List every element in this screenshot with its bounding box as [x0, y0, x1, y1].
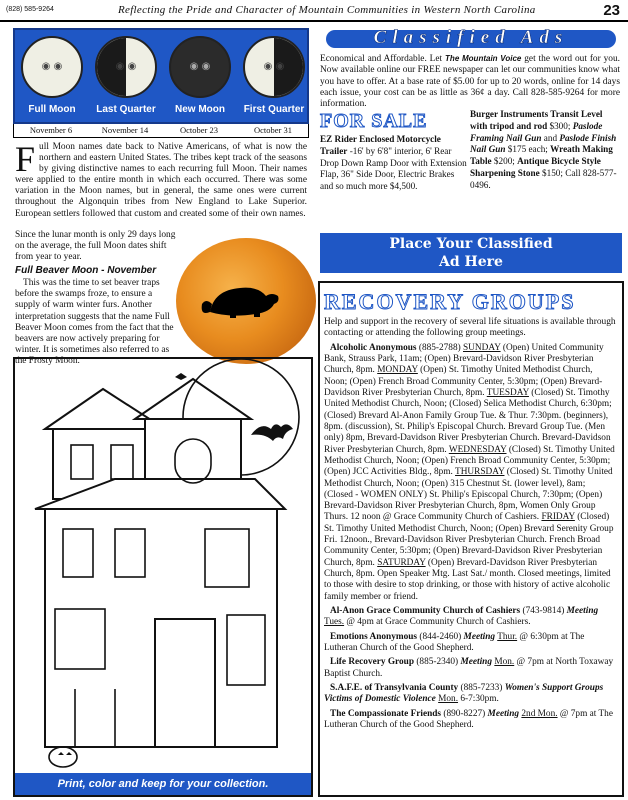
classified-title: Classified Ads [373, 27, 569, 48]
full-moon-article [15, 139, 307, 220]
moon-label: Last Quarter [96, 104, 156, 115]
moon-label: New Moon [175, 104, 225, 115]
for-sale-column-right: Burger Instruments Transit Level with tripod and rod $300; Paslode Framing Nail Gun and Paslode Finish Nail Gun $175 each; Wreath Making Table $200; Antique Bicycle Style Sharpening Stone $150; Call 828-577-0496. [470, 109, 617, 190]
last-quarter-moon-icon: ◉ ◉ [95, 36, 157, 98]
moon-label: First Quarter [243, 104, 305, 115]
group-emotions-anonymous: Emotions Anonymous (844-2460) Meeting Thur. @ 6:30pm at The Lutheran Church of the Good Shepherd. [324, 631, 585, 654]
moon-label: Full Moon [28, 104, 76, 115]
moon-date: October 31 [253, 125, 292, 135]
article-body: ull Moon names date back to Native Americans, of what is now the northern and eastern United States. The tribes kept track of the seasons by giving distinctive names to each recurring full Moon. Their names were applied to the entire month in which each occurred. There was some variation in the Moon names, but in general, the same ones were current throughout the Algonquin tribes from New England to Lake Superior. European settlers followed that custom and created some of their own names. [15, 142, 307, 219]
sale-item-name: Antique Bicycle Style Sharpening Stone [470, 156, 601, 178]
recovery-intro: Help and support in the recovery of several life situations is available through contacting or attending the following group meetings. [324, 317, 616, 339]
for-sale-column-left [320, 110, 468, 193]
moon-phase-panel [13, 28, 309, 124]
first-quarter-moon-icon: ◉ ◉ [243, 36, 305, 98]
coloring-caption: Print, color and keep for your collection. [15, 773, 311, 795]
sale-item-name: EZ Rider Enclosed Motorcycle Trailer [320, 134, 441, 156]
haunted-house-illustration [15, 359, 311, 773]
sale-item-name: Burger Instruments Transit Level with tripod and rod [470, 109, 603, 131]
article-body: This was the time to set beaver traps before the swamps froze, to ensure a supply of warm winter furs. Another interpretation suggests that the name Full Beaver Moon comes from the fact that the beavers are now actively preparing for winter. It is sometimes also referred to as the Frosty Moon. [15, 278, 174, 366]
classified-intro: Economical and Affordable. Let The Mountain Voice get the word out for you. Now available online our FREE newspaper can let our communities know what you have to offer. At a base rate of $5.00 for up to 20 words, online for 14 days each issue, your cost can be as little as 36¢ a day. Call 828-585-9264 for more information. [320, 54, 621, 110]
new-moon-icon: ◉ ◉ [169, 36, 231, 98]
recovery-groups-box [318, 281, 624, 797]
coloring-page [13, 357, 313, 797]
mountain-voice-logo: The Mountain Voice [445, 54, 522, 63]
article-body: Since the lunar month is only 29 days long on the average, the full Moon dates shift from year to year. [15, 230, 176, 263]
drop-cap: F [15, 139, 36, 179]
bat-icon [175, 373, 187, 380]
place-classified-ad-banner[interactable]: Place Your Classified Ad Here [320, 233, 622, 273]
moon-date: November 14 [101, 125, 149, 135]
sale-item-name: Paslode Framing Nail Gun [470, 120, 603, 143]
sale-item-name: Wreath Making Table [470, 144, 613, 167]
full-moon-icon: ◉ ◉ [21, 36, 83, 98]
moon-date: November 6 [29, 125, 73, 135]
article-subtitle: Full Beaver Moon - November [15, 265, 157, 277]
sale-contact: Call 828-577-0496. [470, 167, 617, 190]
page-number: 23 [603, 2, 620, 19]
pumpkin-icon [49, 747, 77, 767]
classified-ads-box [318, 28, 622, 108]
sale-item-desc: -16' by 6'8" interior, 6' Rear Drop Down Ramp Door with Extension Flap, 36" Side Door, Electric Brakes and so much more $4,500. [320, 145, 467, 192]
classified-header [318, 28, 622, 52]
group-life-recovery: Life Recovery Group (885-2340) Meeting Mon. @ 7pm at North Toxaway Baptist Church. [324, 657, 614, 679]
beaver-silhouette-icon [200, 278, 290, 322]
page-header [0, 0, 628, 22]
for-sale-title: FOR SALE [320, 110, 428, 132]
recovery-title: RECOVERY GROUPS [324, 289, 576, 314]
moon-dates-row [13, 124, 309, 138]
group-al-anon: Al-Anon Grace Community Church of Cashiers (743-9814) Meeting Tues. @ 4pm at Grace Community Church of Cashiers. [324, 606, 599, 628]
header-phone: (828) 585-9264 [6, 6, 54, 13]
group-compassionate-friends: The Compassionate Friends (890-8227) Meeting 2nd Mon. @ 7pm at The Lutheran Church of the Good Shepherd. [324, 708, 613, 731]
group-safe: S.A.F.E. of Transylvania County (885-7233) Women's Support Groups Victims of Domestic Violence Mon. 6-7:30pm. [324, 683, 604, 705]
full-moon-article-continued [15, 230, 177, 367]
group-alcoholics-anonymous: Alcoholic Anonymous (885-2788) SUNDAY (Open) United Community Bank, Strauss Park, 11am; (Open) Brevard-Davidson River Presbyterian Church, 8pm. MONDAY (Open) St. Timothy United Methodist Church, Noon; (Open) French Broad Community Center, 5:30pm; (Open) Brevard-Davidson River Presbyterian Church, 8pm. TUESDAY (Closed) St. Timothy United Methodist Church, Noon; (Closed) Selica Methodist Church, 6:30pm; (Closed) Brevard Al-Anon Family Group Tue. & Thur. 7:30pm. (beginners), 8pm. (discussion), St. Philip's Episcopal Church. Brevard Group Tue. (Men only) 8pm, Brevard-Davidson River Presbyterian Church. Brevard-Davidson River Presbyterian Church, 8pm. WEDNESDAY (Closed) St. Timothy United Methodist Church, Noon; (Open) French Broad Community Center, 5:30pm; (Open) JCC Activities Bldg., 8pm. THURSDAY (Closed) St. Timothy United Methodist Church, Noon; (Open) 315 Chestnut St. (lower level), 8am; (Closed - WOMEN ONLY) St. Philip's Episcopal Church, 7:30pm; (Open) Brevard-Davidson River Presbyterian Church, 8pm, Women Only Group Thurs. 12 noon @ Grace Community Church of Cashiers. FRIDAY (Closed) St. Timothy United Methodist Church, Noon; (Open) Brevard Serenity Group Fri. 12noon., Brevard-Davidson River Presbyterian Church. French Broad Community Center, 5:30pm; (Open) Brevard-Davidson River Presbyterian Church, 8pm. SATURDAY (Open) Brevard-Davidson River Presbyterian Church, 8pm. Open Speaker Mtg. Last Sat./ month. Closed meetings, limited to those with desire to stop drinking, or those with history of active alcoholic family member or friend. [324, 342, 615, 602]
bat-icon [251, 424, 293, 441]
sale-item-name: Paslode Finish Nail Gun [470, 132, 617, 155]
moon-date: October 23 [179, 125, 218, 135]
header-tagline: Reflecting the Pride and Character of Mountain Communities in Western North Carolina [118, 4, 536, 16]
